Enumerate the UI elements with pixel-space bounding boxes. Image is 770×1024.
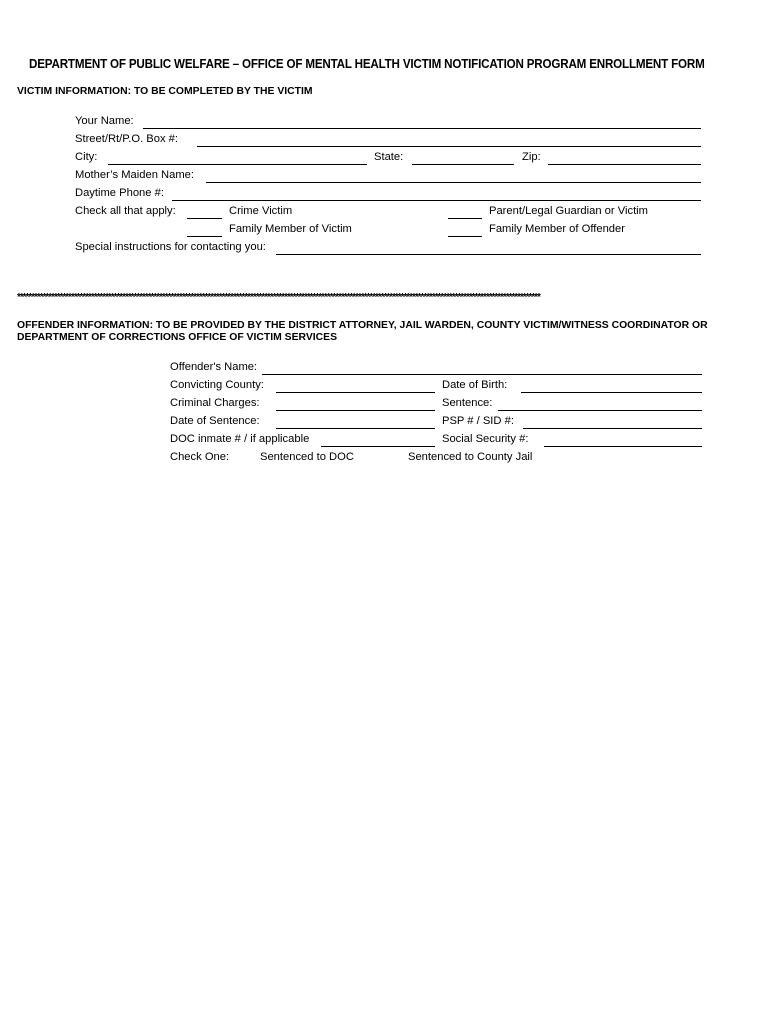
- city-label: City:: [75, 151, 98, 163]
- family-offender-checkbox[interactable]: [448, 236, 482, 237]
- offender-name-field[interactable]: [262, 374, 702, 375]
- crime-victim-checkbox[interactable]: [187, 218, 222, 219]
- maiden-name-label: Mother’s Maiden Name:: [75, 169, 194, 181]
- your-name-label: Your Name:: [75, 115, 134, 127]
- street-label: Street/Rt/P.O. Box #:: [75, 133, 179, 145]
- sentenced-doc-option[interactable]: Sentenced to DOC: [260, 451, 354, 463]
- family-victim-checkbox[interactable]: [187, 236, 222, 237]
- state-label: State:: [374, 151, 404, 163]
- crime-victim-label: Crime Victim: [229, 205, 293, 217]
- doc-inmate-field[interactable]: [321, 446, 435, 447]
- street-field[interactable]: [197, 146, 701, 147]
- convicting-county-label: Convicting County:: [170, 379, 264, 391]
- date-of-birth-field[interactable]: [521, 392, 702, 393]
- sentence-label: Sentence:: [442, 397, 493, 409]
- form-title: DEPARTMENT OF PUBLIC WELFARE – OFFICE OF MENTAL HEALTH VICTIM NOTIFICATION PROGRAM ENROLLMENT FORM: [29, 57, 705, 71]
- check-one-label: Check One:: [170, 451, 230, 463]
- state-field[interactable]: [412, 164, 514, 165]
- victim-section-heading: VICTIM INFORMATION: TO BE COMPLETED BY THE VICTIM: [17, 86, 313, 97]
- sentenced-county-jail-option[interactable]: Sentenced to County Jail: [408, 451, 533, 463]
- family-victim-label: Family Member of Victim: [229, 223, 352, 235]
- parent-guardian-checkbox[interactable]: [448, 218, 482, 219]
- your-name-field[interactable]: [143, 128, 701, 129]
- social-security-field[interactable]: [544, 446, 702, 447]
- date-of-sentence-field[interactable]: [276, 428, 435, 429]
- offender-name-label: Offender's Name:: [170, 361, 258, 373]
- date-of-sentence-label: Date of Sentence:: [170, 415, 260, 427]
- zip-field[interactable]: [548, 164, 701, 165]
- psp-sid-field[interactable]: [523, 428, 702, 429]
- city-field[interactable]: [108, 164, 367, 165]
- maiden-name-field[interactable]: [206, 182, 701, 183]
- social-security-label: Social Security #:: [442, 433, 529, 445]
- phone-field[interactable]: [172, 200, 701, 201]
- doc-inmate-label: DOC inmate # / if applicable: [170, 433, 310, 445]
- family-offender-label: Family Member of Offender: [489, 223, 625, 235]
- psp-sid-label: PSP # / SID #:: [442, 415, 514, 427]
- separator-stars: ****************************************************************************************************************************************************************************************: [17, 292, 540, 303]
- check-all-label: Check all that apply:: [75, 205, 176, 217]
- offender-heading-line1: OFFENDER INFORMATION: TO BE PROVIDED BY THE DISTRICT ATTORNEY, JAIL WARDEN, COUNTY VICTIM/WITNESS COORDINATOR OR: [17, 320, 708, 331]
- sentence-field[interactable]: [498, 410, 702, 411]
- criminal-charges-label: Criminal Charges:: [170, 397, 260, 409]
- criminal-charges-field[interactable]: [276, 410, 435, 411]
- convicting-county-field[interactable]: [276, 392, 435, 393]
- date-of-birth-label: Date of Birth:: [442, 379, 508, 391]
- zip-label: Zip:: [522, 151, 541, 163]
- offender-heading-line2: DEPARTMENT OF CORRECTIONS OFFICE OF VICTIM SERVICES: [17, 332, 338, 343]
- special-instructions-field[interactable]: [276, 254, 701, 255]
- phone-label: Daytime Phone #:: [75, 187, 164, 199]
- special-instructions-label: Special instructions for contacting you:: [75, 241, 266, 253]
- parent-guardian-label: Parent/Legal Guardian or Victim: [489, 205, 648, 217]
